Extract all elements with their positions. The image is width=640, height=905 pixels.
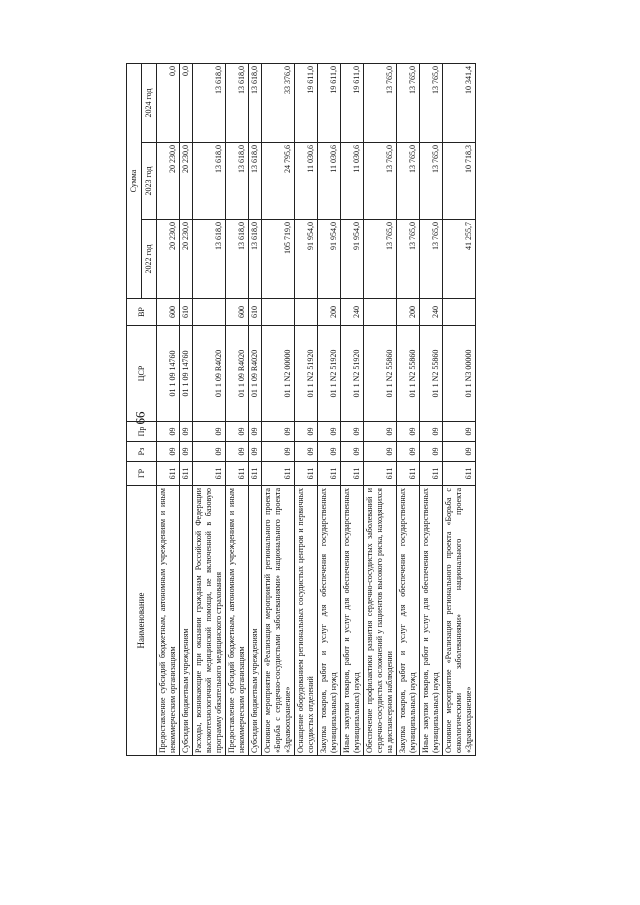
cell-pr: 09: [226, 422, 249, 442]
cell-vr: [193, 299, 226, 326]
cell-csr: 01 1 N2 55860: [397, 326, 420, 422]
header-year-2024: 2024 год: [142, 64, 157, 143]
cell-2023: 13 618,0: [226, 143, 249, 220]
table-row: [193, 64, 226, 756]
cell-2023: 20 230,0: [180, 143, 193, 220]
cell-csr: 01 1 N2 51920: [341, 326, 364, 422]
cell-pr: 09: [318, 422, 341, 442]
cell-name: Предоставление субсидий бюджетным, автономным учреждениям и иным некоммерческим организациям: [226, 486, 249, 756]
cell-2022: 91 954,0: [318, 220, 341, 299]
cell-vr: 200: [318, 299, 341, 326]
header-gr: ГР: [127, 462, 157, 486]
cell-2024: 33 376,0: [262, 64, 295, 143]
cell-gr: 611: [262, 462, 295, 486]
cell-name: Иные закупки товаров, работ и услуг для обеспечения государственных (муниципальных) нужд: [341, 486, 364, 756]
header-vr: ВР: [127, 299, 157, 326]
cell-2023: 20 230,0: [157, 143, 180, 220]
cell-2023: 13 765,0: [397, 143, 420, 220]
cell-2024: 0,0: [157, 64, 180, 143]
cell-vr: 240: [420, 299, 443, 326]
cell-pr: 09: [157, 422, 180, 442]
cell-2022: 13 765,0: [364, 220, 397, 299]
cell-gr: 611: [295, 462, 318, 486]
cell-pr: 09: [443, 422, 476, 442]
cell-2024: 13 618,0: [249, 64, 262, 143]
cell-2022: 13 765,0: [397, 220, 420, 299]
rotated-table-container: [126, 64, 518, 756]
cell-pr: 09: [262, 422, 295, 442]
table-row: [226, 64, 249, 756]
cell-2023: 13 765,0: [364, 143, 397, 220]
cell-rz: 09: [226, 442, 249, 462]
cell-2024: 19 611,0: [341, 64, 364, 143]
cell-pr: 09: [420, 422, 443, 442]
cell-gr: 611: [420, 462, 443, 486]
cell-vr: [262, 299, 295, 326]
cell-2024: 13 618,0: [226, 64, 249, 143]
cell-2023: 13 618,0: [249, 143, 262, 220]
cell-name: Закупка товаров, работ и услуг для обеспечения государственных (муниципальных) нужд: [397, 486, 420, 756]
cell-gr: 611: [226, 462, 249, 486]
cell-name: Основное мероприятие «Реализация регионального проекта «Борьба с онкологическими заболеваниями» национального проекта «Здравоохранение»: [443, 486, 476, 756]
cell-gr: 611: [249, 462, 262, 486]
cell-2024: 13 765,0: [397, 64, 420, 143]
cell-pr: 09: [397, 422, 420, 442]
cell-vr: 600: [226, 299, 249, 326]
header-year-2023: 2023 год: [142, 143, 157, 220]
cell-csr: 01 1 N2 51920: [318, 326, 341, 422]
cell-name: Расходы, возникающие при оказании гражданам Российской Федерации высокотехнологичной медицинской помощи, не включенной в базовую программу обязательного медицинского страхования: [193, 486, 226, 756]
cell-vr: 240: [341, 299, 364, 326]
cell-2022: 13 618,0: [226, 220, 249, 299]
header-csr: ЦСР: [127, 326, 157, 422]
cell-2022: 13 765,0: [420, 220, 443, 299]
header-name: Наименование: [127, 486, 157, 756]
cell-2022: 20 230,0: [157, 220, 180, 299]
cell-gr: 611: [397, 462, 420, 486]
cell-csr: 01 1 N2 55860: [420, 326, 443, 422]
table-row: [157, 64, 180, 756]
cell-2024: 19 611,0: [295, 64, 318, 143]
cell-rz: 09: [193, 442, 226, 462]
cell-2023: 11 030,6: [318, 143, 341, 220]
table-row: [262, 64, 295, 756]
cell-rz: 09: [318, 442, 341, 462]
budget-table: [126, 63, 476, 756]
cell-2022: 91 954,0: [341, 220, 364, 299]
cell-vr: [443, 299, 476, 326]
table-row: [318, 64, 341, 756]
cell-2023: 10 718,3: [443, 143, 476, 220]
cell-2024: 13 618,0: [193, 64, 226, 143]
cell-vr: 600: [157, 299, 180, 326]
cell-rz: 09: [262, 442, 295, 462]
cell-gr: 611: [318, 462, 341, 486]
cell-rz: 09: [420, 442, 443, 462]
cell-pr: 09: [180, 422, 193, 442]
table-row: [180, 64, 193, 756]
cell-name: Субсидии бюджетным учреждениям: [180, 486, 193, 756]
cell-2022: 41 255,7: [443, 220, 476, 299]
cell-2023: 13 618,0: [193, 143, 226, 220]
table-row: [249, 64, 262, 756]
cell-gr: 611: [180, 462, 193, 486]
cell-csr: 01 1 09 14760: [157, 326, 180, 422]
cell-vr: 610: [180, 299, 193, 326]
table-header-row: [127, 64, 142, 756]
cell-rz: 09: [364, 442, 397, 462]
cell-gr: 611: [193, 462, 226, 486]
cell-gr: 611: [364, 462, 397, 486]
cell-csr: 01 1 09 R4020: [226, 326, 249, 422]
cell-rz: 09: [180, 442, 193, 462]
cell-csr: 01 1 N3 00000: [443, 326, 476, 422]
cell-name: Основное мероприятие «Реализация мероприятий регионального проекта «Борьба с сердечно-сосудистыми заболеваниями» национального проекта «Здравоохранение»: [262, 486, 295, 756]
cell-rz: 09: [157, 442, 180, 462]
cell-2022: 20 230,0: [180, 220, 193, 299]
cell-2022: 91 954,0: [295, 220, 318, 299]
cell-2024: 0,0: [180, 64, 193, 143]
cell-name: Предоставление субсидий бюджетным, автономным учреждениям и иным некоммерческим организациям: [157, 486, 180, 756]
page-number: 99: [133, 411, 148, 425]
cell-2022: 13 618,0: [249, 220, 262, 299]
cell-2023: 13 765,0: [420, 143, 443, 220]
cell-2024: 13 765,0: [420, 64, 443, 143]
cell-name: Оснащение оборудованием региональных сосудистых центров и первичных сосудистых отделений: [295, 486, 318, 756]
header-year-2022: 2022 год: [142, 220, 157, 299]
cell-vr: 200: [397, 299, 420, 326]
header-pr: Пр: [127, 422, 157, 442]
cell-gr: 611: [157, 462, 180, 486]
cell-csr: 01 1 N2 51920: [295, 326, 318, 422]
cell-2022: 105 719,0: [262, 220, 295, 299]
cell-rz: 09: [443, 442, 476, 462]
cell-vr: [364, 299, 397, 326]
cell-rz: 09: [397, 442, 420, 462]
cell-vr: 610: [249, 299, 262, 326]
table-row: [397, 64, 420, 756]
cell-rz: 09: [295, 442, 318, 462]
cell-2023: 24 795,6: [262, 143, 295, 220]
cell-2023: 11 030,6: [295, 143, 318, 220]
cell-name: Иные закупки товаров, работ и услуг для обеспечения государственных (муниципальных) нужд: [420, 486, 443, 756]
table-row: [295, 64, 318, 756]
cell-name: Обеспечение профилактики развития сердечно-сосудистых заболеваний и сердечно-сосудистых осложнений у пациентов высокого риска, находящихся на диспансерном наблюдении: [364, 486, 397, 756]
cell-gr: 611: [443, 462, 476, 486]
header-rz: Рз: [127, 442, 157, 462]
cell-vr: [295, 299, 318, 326]
table-row: [364, 64, 397, 756]
cell-name: Закупка товаров, работ и услуг для обеспечения государственных (муниципальных) нужд: [318, 486, 341, 756]
table-row: [443, 64, 476, 756]
cell-pr: 09: [249, 422, 262, 442]
cell-pr: 09: [193, 422, 226, 442]
cell-csr: 01 1 N2 00000: [262, 326, 295, 422]
cell-pr: 09: [341, 422, 364, 442]
cell-2023: 11 030,6: [341, 143, 364, 220]
table-row: [420, 64, 443, 756]
cell-2024: 13 765,0: [364, 64, 397, 143]
cell-rz: 09: [249, 442, 262, 462]
cell-gr: 611: [341, 462, 364, 486]
cell-csr: 01 1 09 R4020: [249, 326, 262, 422]
cell-pr: 09: [295, 422, 318, 442]
table-row: [341, 64, 364, 756]
cell-pr: 09: [364, 422, 397, 442]
cell-2024: 10 341,4: [443, 64, 476, 143]
header-sum: Сумма: [127, 64, 142, 299]
cell-csr: 01 1 09 R4020: [193, 326, 226, 422]
cell-2022: 13 618,0: [193, 220, 226, 299]
cell-csr: 01 1 N2 55860: [364, 326, 397, 422]
cell-name: Субсидии бюджетным учреждениям: [249, 486, 262, 756]
cell-csr: 01 1 09 14760: [180, 326, 193, 422]
cell-rz: 09: [341, 442, 364, 462]
cell-2024: 19 611,0: [318, 64, 341, 143]
